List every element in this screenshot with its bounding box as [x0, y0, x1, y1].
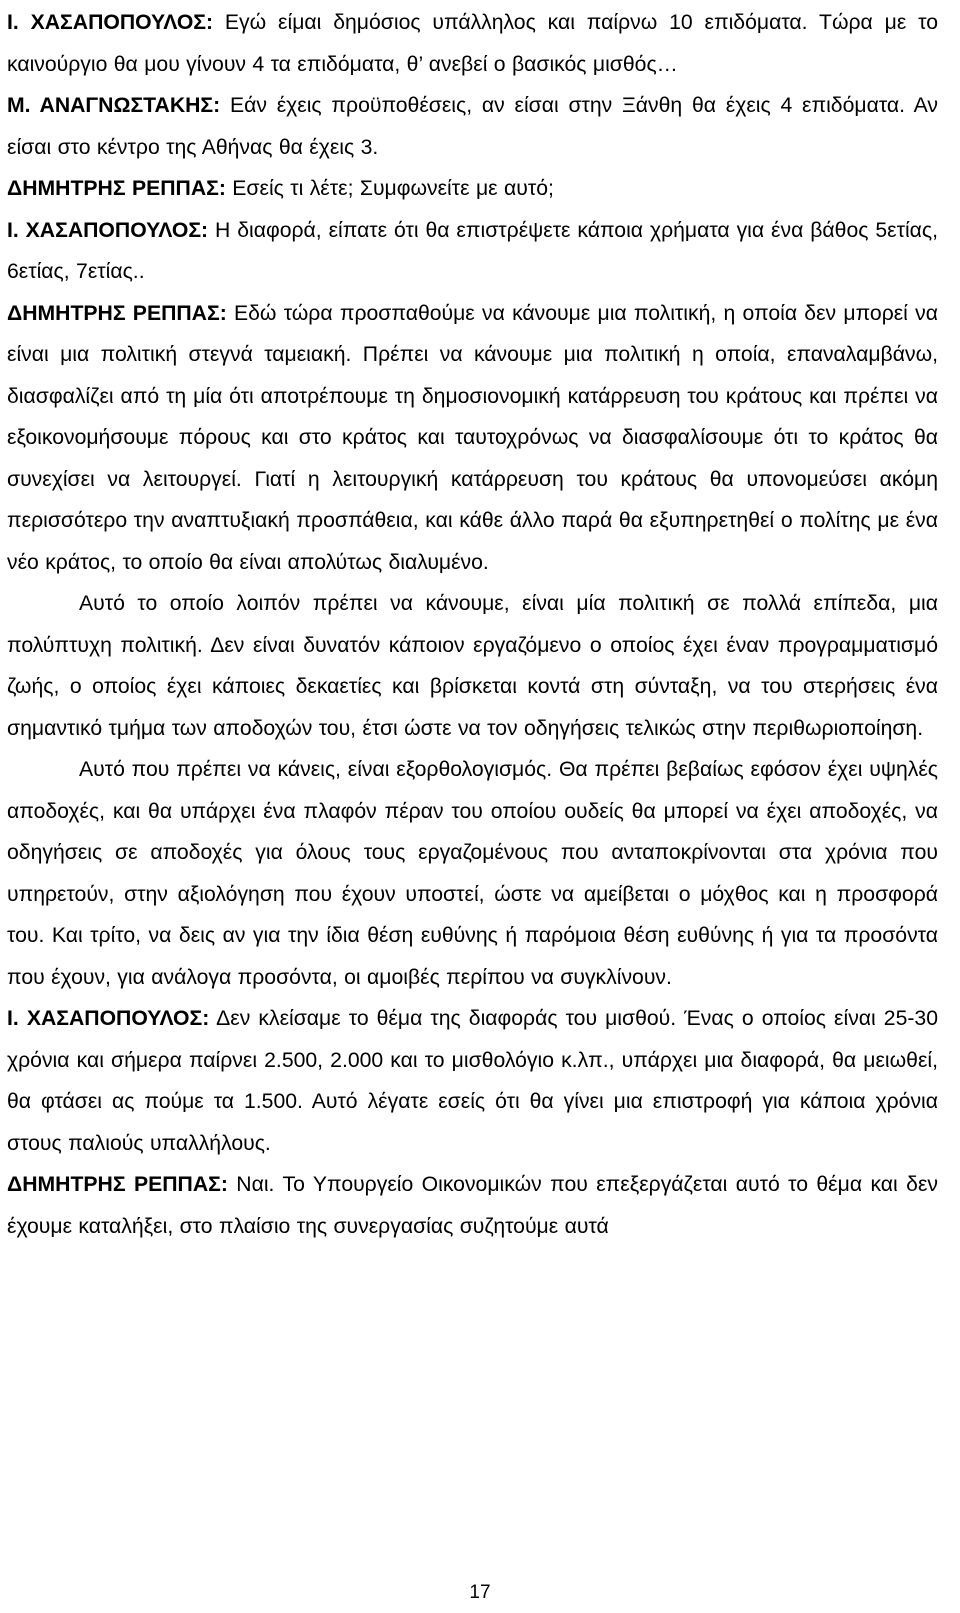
paragraph-text: Εδώ τώρα προσπαθούμε να κάνουμε μια πολιτική, η οποία δεν μπορεί να είναι μια πολιτική στεγνά ταμειακή. Πρέπει να κάνουμε μια πολιτική η οποία, επαναλαμβάνω, διασφαλίζει από τη μία ότι αποτρέπουμε τη δημοσιονομική κατάρρευση του κράτους και πρέπει να εξοικονομήσουμε πόρους και στο κράτος και ταυτοχρόνως να διασφαλίσουμε ότι το κράτος θα συνεχίσει να λειτουργεί. Γιατί η λειτουργική κατάρρευση του κράτους θα υπονομεύσει ακόμη περισσότερο την αναπτυξιακή προσπάθεια, και κάθε άλλο παρά θα εξυπηρετηθεί ο πολίτης με ένα νέο κράτος, το οποίο θα είναι απολύτως διαλυμένο.	[7, 301, 938, 574]
speaker-name: ΔΗΜΗΤΡΗΣ ΡΕΠΠΑΣ:	[7, 177, 226, 200]
speaker-name: Μ. ΑΝΑΓΝΩΣΤΑΚΗΣ:	[7, 94, 221, 117]
paragraph-text: Εάν έχεις προϋποθέσεις, αν είσαι στην Ξάνθη θα έχεις 4 επιδόματα. Αν είσαι στο κέντρο της Αθήνας θα έχεις 3.	[7, 94, 938, 159]
speaker-name: Ι. ΧΑΣΑΠΟΠΟΥΛΟΣ:	[7, 1007, 210, 1030]
transcript-paragraph	[7, 1164, 938, 1247]
paragraph-text: Εσείς τι λέτε; Συμφωνείτε με αυτό;	[225, 177, 554, 200]
transcript-paragraph	[7, 2, 938, 85]
transcript-body	[7, 2, 938, 1247]
speaker-name: ΔΗΜΗΤΡΗΣ ΡΕΠΠΑΣ:	[7, 301, 227, 325]
speaker-name: ΔΗΜΗΤΡΗΣ ΡΕΠΠΑΣ:	[7, 1173, 228, 1196]
speaker-name: Ι. ΧΑΣΑΠΟΠΟΥΛΟΣ:	[7, 11, 214, 34]
paragraph-text: Η διαφορά, είπατε ότι θα επιστρέψετε κάποια χρήματα για ένα βάθος 5ετίας, 6ετίας, 7ετίας..	[7, 218, 938, 283]
paragraph-text: Ναι. Το Υπουργείο Οικονομικών που επεξεργάζεται αυτό το θέμα και δεν έχουμε καταλήξει, στο πλαίσιο της συνεργασίας συζητούμε αυτά	[7, 1173, 938, 1238]
speaker-name: Ι. ΧΑΣΑΠΟΠΟΥΛΟΣ:	[7, 218, 209, 242]
transcript-paragraph	[7, 85, 938, 168]
transcript-paragraph	[7, 293, 938, 584]
paragraph-text: Αυτό που πρέπει να κάνεις, είναι εξορθολογισμός. Θα πρέπει βεβαίως εφόσον έχει υψηλές αποδοχές, και θα υπάρχει ένα πλαφόν πέραν του οποίου ουδείς θα μπορεί να έχει αποδοχές, να οδηγήσεις σε αποδοχές για όλους τους εργαζομένους που ανταποκρίνονται στα χρόνια που υπηρετούν, στην αξιολόγηση που έχουν υποστεί, ώστε να αμείβεται ο μόχθος και η προσφορά του. Και τρίτο, να δεις αν για την ίδια θέση ευθύνης ή παρόμοια θέση ευθύνης ή για τα προσόντα που έχουν, για ανάλογα προσόντα, οι αμοιβές περίπου να συγκλίνουν.	[7, 758, 938, 989]
transcript-paragraph	[7, 583, 938, 749]
transcript-paragraph	[7, 210, 938, 293]
paragraph-text: Δεν κλείσαμε το θέμα της διαφοράς του μισθού. Ένας ο οποίος είναι 25-30 χρόνια και σήμερα παίρνει 2.500, 2.000 και το μισθολόγιο κ.λπ., υπάρχει μια διαφορά, θα μειωθεί, θα φτάσει ας πούμε τα 1.500. Αυτό λέγατε εσείς ότι θα γίνει μια επιστροφή για κάποια χρόνια στους παλιούς υπαλλήλους.	[7, 1007, 938, 1155]
transcript-paragraph	[7, 168, 938, 210]
paragraph-text: Αυτό το οποίο λοιπόν πρέπει να κάνουμε, είναι μία πολιτική σε πολλά επίπεδα, μια πολύπτυχη πολιτική. Δεν είναι δυνατόν κάποιον εργαζόμενο ο οποίος έχει έναν προγραμματισμό ζωής, ο οποίος έχει κάποιες δεκαετίες και βρίσκεται κοντά στη σύνταξη, να του στερήσεις ένα σημαντικό τμήμα των αποδοχών του, έτσι ώστε να τον οδηγήσεις τελικώς στην περιθωριοποίηση.	[7, 592, 938, 740]
transcript-paragraph	[7, 998, 938, 1164]
page-number: 17	[469, 1582, 491, 1603]
transcript-paragraph	[7, 749, 938, 998]
paragraph-text: Εγώ είμαι δημόσιος υπάλληλος και παίρνω 10 επιδόματα. Τώρα με το καινούργιο θα μου γίνουν 4 τα επιδόματα, θ’ ανεβεί ο βασικός μισθός…	[7, 11, 938, 76]
